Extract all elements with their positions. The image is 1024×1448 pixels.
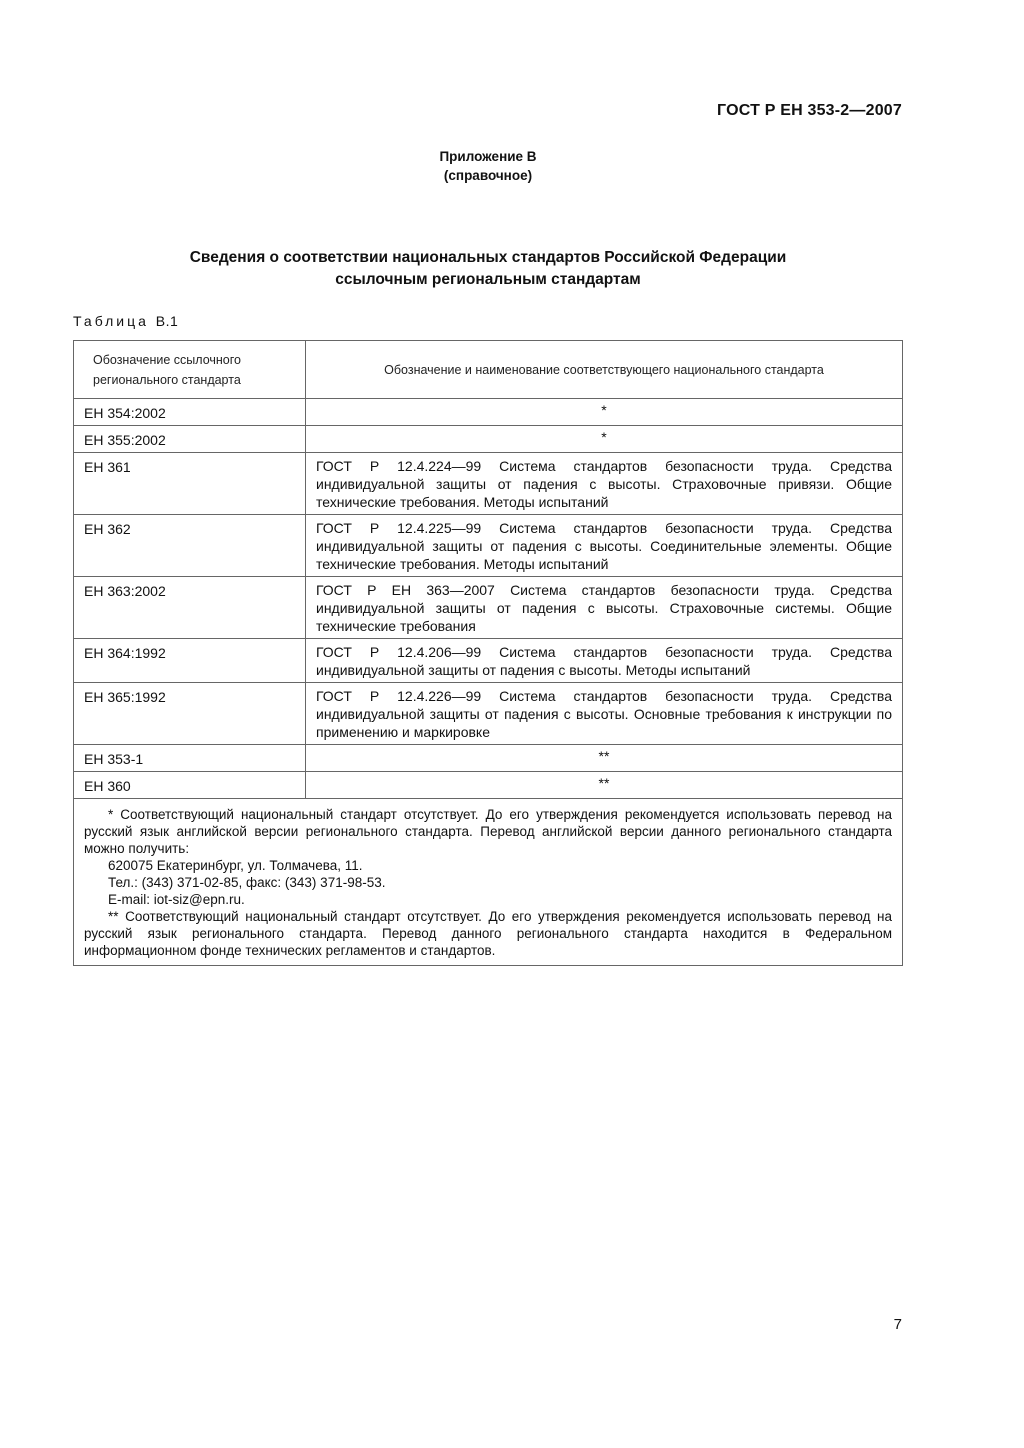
national-cell: ГОСТ Р 12.4.224—99 Система стандартов безопасности труда. Средства индивидуальной защиты от падения с высоты. Страховочные привязи. Общие технические требования. Методы испытаний <box>306 453 903 515</box>
table-row <box>74 426 903 453</box>
table-row <box>74 745 903 772</box>
table-caption-word: Таблица <box>73 313 149 329</box>
table-row <box>74 772 903 799</box>
table-row <box>74 683 903 745</box>
ref-cell: ЕН 364:1992 <box>74 639 306 683</box>
header-ref-standard <box>74 341 306 399</box>
note-address: 620075 Екатеринбург, ул. Толмачева, 11. <box>108 858 363 873</box>
appendix-type: (справочное) <box>443 168 533 183</box>
correspondence-table <box>73 340 903 966</box>
note-double-star <box>84 908 892 959</box>
section-title-line2: ссылочным региональным стандартам <box>335 271 641 288</box>
table-row <box>74 577 903 639</box>
section-title <box>0 247 976 291</box>
note-single-star-text: * Соответствующий национальный стандарт отсутствует. До его утверждения рекомендуется использовать перевод на русский язык английской версии регионального стандарта. Перевод английской версии данного регионального стандарта можно получить: <box>84 807 892 856</box>
appendix-label: Приложение В <box>439 149 537 164</box>
note-email: E-mail: iot-siz@epn.ru. <box>108 892 245 907</box>
national-cell: * <box>306 399 903 426</box>
ref-cell: ЕН 354:2002 <box>74 399 306 426</box>
section-title-line1: Сведения о соответствии национальных стандартов Российской Федерации <box>189 249 787 266</box>
national-cell: ГОСТ Р 12.4.226—99 Система стандартов безопасности труда. Средства индивидуальной защиты от падения с высоты. Основные требования к инструкции по применению и маркировке <box>306 683 903 745</box>
table-caption <box>73 313 178 329</box>
ref-cell: ЕН 360 <box>74 772 306 799</box>
table-row <box>74 515 903 577</box>
national-cell: ** <box>306 772 903 799</box>
ref-cell: ЕН 365:1992 <box>74 683 306 745</box>
header-ref-line2: регионального стандарта <box>93 373 241 387</box>
national-cell: ГОСТ Р 12.4.225—99 Система стандартов безопасности труда. Средства индивидуальной защиты от падения с высоты. Соединительные элементы. Общие технические требования. Методы испытаний <box>306 515 903 577</box>
table-notes <box>74 799 903 966</box>
table-notes-row <box>74 799 903 966</box>
header-ref-line1: Обозначение ссылочного <box>93 353 241 367</box>
appendix-heading <box>0 147 976 185</box>
ref-cell: ЕН 355:2002 <box>74 426 306 453</box>
note-single-star <box>84 806 892 857</box>
ref-cell: ЕН 363:2002 <box>74 577 306 639</box>
national-cell: * <box>306 426 903 453</box>
national-cell: ГОСТ Р ЕН 363—2007 Система стандартов безопасности труда. Средства индивидуальной защиты от падения с высоты. Страховочные системы. Общие технические требования <box>306 577 903 639</box>
ref-cell: ЕН 361 <box>74 453 306 515</box>
table-row <box>74 639 903 683</box>
page-number: 7 <box>893 1316 902 1333</box>
note-double-star-text: ** Соответствующий национальный стандарт отсутствует. До его утверждения рекомендуется использовать перевод на русский язык регионального стандарта. Перевод данного регионального стандарта находится в Федеральном информационном фонде технических регламентов и стандартов. <box>84 909 892 958</box>
ref-cell: ЕН 353-1 <box>74 745 306 772</box>
table-header-row <box>74 341 903 399</box>
document-code: ГОСТ Р ЕН 353-2—2007 <box>717 102 902 119</box>
national-cell: ГОСТ Р 12.4.206—99 Система стандартов безопасности труда. Средства индивидуальной защиты от падения с высоты. Методы испытаний <box>306 639 903 683</box>
table-caption-number: В.1 <box>155 313 179 329</box>
table-row <box>74 399 903 426</box>
table-row <box>74 453 903 515</box>
header-national-standard: Обозначение и наименование соответствующего национального стандарта <box>306 341 903 399</box>
national-cell: ** <box>306 745 903 772</box>
note-phone: Тел.: (343) 371-02-85, факс: (343) 371-98-53. <box>108 875 386 890</box>
ref-cell: ЕН 362 <box>74 515 306 577</box>
